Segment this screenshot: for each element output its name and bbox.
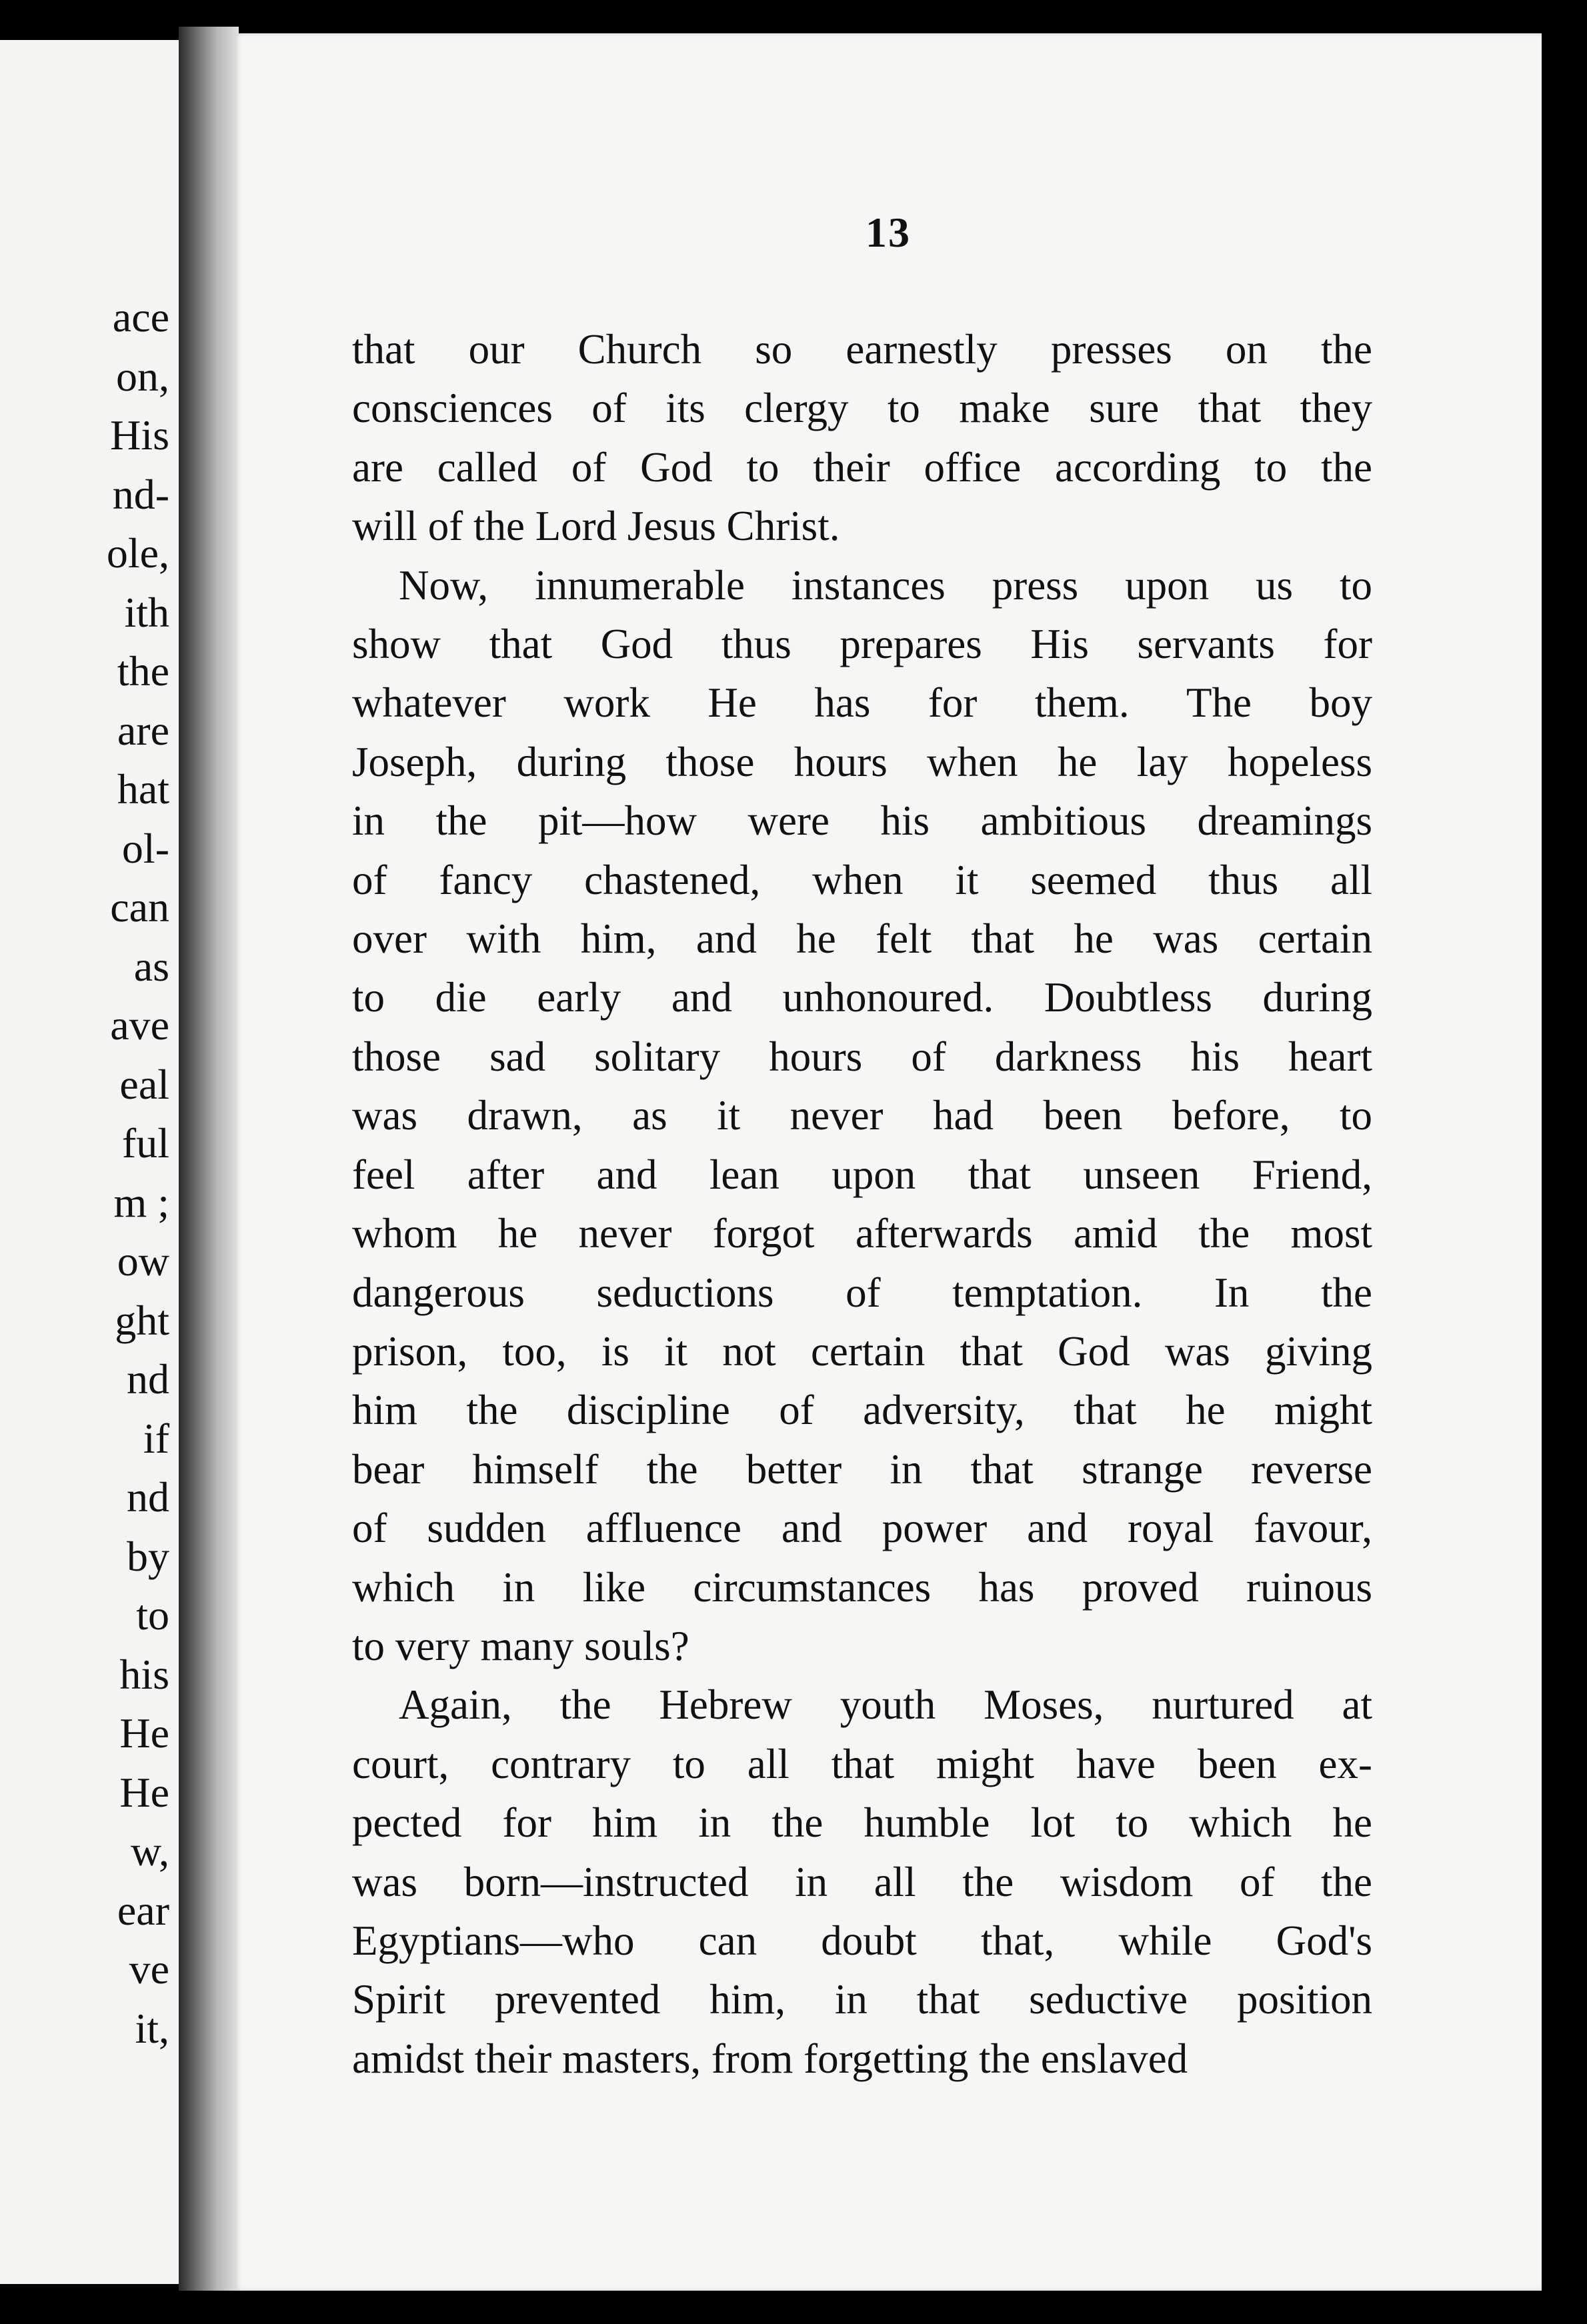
text-line: Now, innumerable instances press upon us to — [399, 561, 1372, 609]
text-line: pected for him in the humble lot to which he — [352, 1799, 1372, 1847]
left-fragment-line: He — [119, 1768, 169, 1816]
left-page — [0, 40, 179, 2284]
text-line: Again, the Hebrew youth Moses, nurtured at — [399, 1681, 1372, 1729]
left-fragment-line: ave — [110, 1001, 169, 1049]
text-line: will of the Lord Jesus Christ. — [352, 503, 840, 550]
text-line: to die early and unhonoured. Doubtless during — [352, 974, 1372, 1021]
left-fragment-line: his — [119, 1650, 169, 1698]
left-fragment-line: ful — [121, 1119, 169, 1167]
left-fragment-line: it, — [135, 2004, 169, 2052]
left-fragment-line: on, — [116, 352, 169, 400]
left-fragment-line: ace — [112, 293, 169, 341]
left-fragment-line: m ; — [113, 1178, 169, 1226]
left-fragment-line: ght — [115, 1296, 169, 1344]
right-page — [235, 33, 1542, 2291]
text-line: those sad solitary hours of darkness his heart — [352, 1033, 1372, 1080]
text-line: was born—instructed in all the wisdom of the — [352, 1858, 1372, 1905]
text-line: prison, too, is it not certain that God was giving — [352, 1327, 1372, 1375]
paragraph — [352, 556, 1372, 1676]
left-fragment-line: as — [133, 942, 169, 990]
left-fragment-line: His — [110, 411, 169, 459]
left-fragment-line: ow — [117, 1237, 169, 1285]
left-fragment-line: ol- — [121, 824, 169, 872]
left-fragment-line: if — [143, 1414, 169, 1462]
left-fragment-line: can — [110, 883, 169, 931]
text-line: whom he never forgot afterwards amid the most — [352, 1210, 1372, 1257]
text-line: of fancy chastened, when it seemed thus all — [352, 856, 1372, 903]
text-line: Joseph, during those hours when he lay hopeless — [352, 738, 1372, 785]
text-line: show that God thus prepares His servants for — [352, 621, 1372, 668]
left-fragment-line: the — [117, 647, 169, 695]
text-line: Egyptians—who can doubt that, while God's — [352, 1917, 1372, 1964]
left-fragment-line: nd- — [112, 470, 169, 518]
left-fragment-line: ith — [124, 588, 169, 636]
page-body-text — [352, 320, 1372, 2088]
left-fragment-line: ear — [117, 1886, 169, 1934]
left-fragment-line: eal — [119, 1060, 169, 1108]
text-line: court, contrary to all that might have been ex- — [352, 1740, 1372, 1787]
left-fragment-line: to — [136, 1591, 169, 1639]
page-number: 13 — [866, 209, 911, 256]
left-page-text-fragments — [107, 288, 169, 2058]
paragraph — [352, 320, 1372, 556]
left-fragment-line: nd — [127, 1473, 169, 1521]
text-line: whatever work He has for them. The boy — [352, 679, 1372, 727]
left-fragment-line: w, — [130, 1827, 169, 1875]
left-fragment-line: hat — [117, 765, 169, 813]
left-fragment-line: ole, — [106, 529, 169, 577]
scan-bottom-border — [0, 2291, 1587, 2324]
text-line: which in like circumstances has proved ruinous — [352, 1563, 1372, 1611]
left-fragment-line: ve — [129, 1945, 169, 1993]
text-line: Spirit prevented him, in that seductive position — [352, 1976, 1372, 2023]
text-line: consciences of its clergy to make sure that they — [352, 385, 1372, 432]
text-line: to very many souls? — [352, 1622, 689, 1669]
paragraph — [352, 1675, 1372, 2088]
text-line: are called of God to their office according to the — [352, 443, 1372, 491]
text-line: of sudden affluence and power and royal favour, — [352, 1505, 1372, 1552]
text-line: was drawn, as it never had been before, to — [352, 1092, 1372, 1139]
text-line: in the pit—how were his ambitious dreamings — [352, 797, 1372, 845]
text-line: feel after and lean upon that unseen Friend, — [352, 1151, 1372, 1198]
left-fragment-line: nd — [127, 1355, 169, 1403]
text-line: him the discipline of adversity, that he might — [352, 1387, 1372, 1434]
left-fragment-line: by — [127, 1532, 169, 1580]
text-line: dangerous seductions of temptation. In the — [352, 1269, 1372, 1316]
left-fragment-line: He — [119, 1709, 169, 1757]
text-line: amidst their masters, from forgetting the enslaved — [352, 2035, 1188, 2082]
left-fragment-line: are — [117, 706, 169, 754]
text-line: bear himself the better in that strange reverse — [352, 1445, 1372, 1493]
text-line: that our Church so earnestly presses on the — [352, 326, 1372, 373]
text-line: over with him, and he felt that he was certain — [352, 915, 1372, 963]
book-gutter — [179, 27, 239, 2293]
